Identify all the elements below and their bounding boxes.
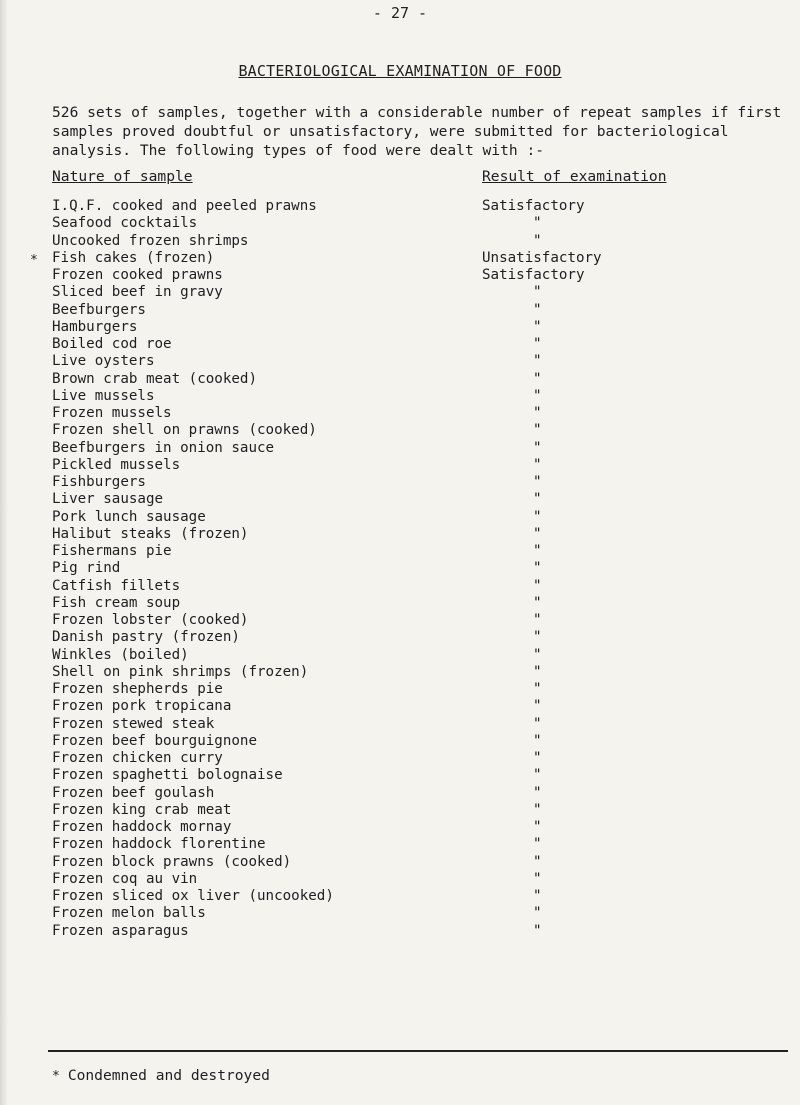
- table-row: [0, 612, 800, 629]
- table-row: [0, 698, 800, 715]
- result-value: ": [533, 560, 542, 577]
- table-row: [0, 767, 800, 784]
- sample-name: Sliced beef in gravy: [52, 284, 223, 301]
- sample-name: Brown crab meat (cooked): [52, 370, 257, 387]
- result-value: ": [533, 525, 542, 542]
- sample-name: Pork lunch sausage: [52, 508, 206, 525]
- sample-name: Frozen melon balls: [52, 905, 206, 922]
- sample-name: Frozen beef bourguignone: [52, 732, 257, 749]
- result-value: ": [533, 767, 542, 784]
- result-value: ": [533, 922, 542, 939]
- table-row: [0, 405, 800, 422]
- result-value: ": [533, 508, 542, 525]
- table-row: [0, 215, 800, 232]
- sample-name: Frozen sliced ox liver (uncooked): [52, 888, 334, 904]
- sample-name: Frozen spaghetti bolognaise: [52, 767, 283, 784]
- result-value: ": [533, 474, 542, 490]
- footnote-asterisk: *: [52, 1069, 60, 1084]
- result-value: ": [533, 405, 542, 421]
- sample-name: Seafood cocktails: [52, 215, 198, 232]
- sample-name: Frozen haddock florentine: [52, 836, 266, 853]
- sample-name: Frozen shepherds pie: [52, 681, 223, 697]
- sample-name: Pig rind: [52, 560, 121, 577]
- sample-name: Frozen beef goulash: [52, 784, 215, 801]
- sample-name: Pickled mussels: [52, 456, 181, 473]
- sample-name: Halibut steaks (frozen): [52, 525, 249, 542]
- result-value: ": [533, 232, 542, 249]
- result-value: ": [533, 646, 542, 663]
- sample-name: Uncooked frozen shrimps: [52, 232, 249, 249]
- table-row: [0, 595, 800, 612]
- result-value: ": [533, 819, 542, 835]
- sample-name: Live oysters: [52, 353, 155, 370]
- result-value: ": [533, 750, 542, 766]
- sample-name: Liver sausage: [52, 491, 164, 508]
- table-row: [0, 198, 800, 215]
- table-row: [0, 578, 800, 595]
- sample-name: Frozen haddock mornay: [52, 819, 232, 835]
- result-value: ": [533, 284, 542, 301]
- table-row: [0, 560, 800, 577]
- result-value: Satisfactory: [482, 267, 585, 283]
- result-value: ": [533, 594, 542, 611]
- sample-name: Live mussels: [52, 387, 155, 404]
- table-row: [0, 750, 800, 767]
- result-value: Satisfactory: [482, 198, 585, 214]
- table-row: [0, 474, 800, 491]
- table-row: [0, 319, 800, 336]
- result-value: ": [533, 663, 542, 680]
- result-value: ": [533, 318, 542, 335]
- sample-name: Frozen shell on prawns (cooked): [52, 422, 317, 439]
- table-row: [0, 785, 800, 802]
- sample-name: Frozen asparagus: [52, 922, 189, 939]
- result-value: ": [533, 836, 542, 853]
- sample-name: Catfish fillets: [52, 577, 181, 594]
- table-row: [0, 664, 800, 681]
- sample-list: [0, 198, 800, 940]
- result-value: ": [533, 353, 542, 370]
- result-value: ": [533, 387, 542, 404]
- sample-name: Beefburgers in onion sauce: [52, 439, 275, 456]
- table-row: [0, 284, 800, 301]
- table-row: [0, 905, 800, 922]
- result-value: ": [533, 336, 542, 352]
- sample-name: I.Q.F. cooked and peeled prawns: [52, 198, 317, 214]
- sample-name: Shell on pink shrimps (frozen): [52, 663, 309, 680]
- table-row: [0, 250, 800, 267]
- table-row: [0, 629, 800, 646]
- table-row: [0, 543, 800, 560]
- sample-name: Fishburgers: [52, 474, 146, 490]
- result-value: ": [533, 784, 542, 801]
- sample-name: Fish cream soup: [52, 594, 181, 611]
- result-value: ": [533, 456, 542, 473]
- result-value: ": [533, 905, 542, 922]
- result-value: ": [533, 715, 542, 732]
- table-row: [0, 371, 800, 388]
- result-value: ": [533, 215, 542, 232]
- sample-name: Fishermans pie: [52, 543, 172, 559]
- table-row: [0, 526, 800, 543]
- table-row: [0, 888, 800, 905]
- result-value: ": [533, 801, 542, 818]
- table-row: [0, 733, 800, 750]
- table-row: [0, 836, 800, 853]
- table-row: [0, 819, 800, 836]
- table-row: [0, 336, 800, 353]
- result-value: ": [533, 301, 542, 318]
- table-row: [0, 491, 800, 508]
- sample-name: Frozen lobster (cooked): [52, 612, 249, 628]
- sample-name: Frozen mussels: [52, 405, 172, 421]
- table-row: [0, 854, 800, 871]
- footnote: [52, 1067, 270, 1084]
- table-row: [0, 388, 800, 405]
- table-row: [0, 871, 800, 888]
- page-number: - 27 -: [372, 4, 428, 22]
- sample-name: Frozen stewed steak: [52, 715, 215, 732]
- column-header-sample: Nature of sample: [52, 168, 193, 185]
- result-value: ": [533, 543, 542, 559]
- sample-name: Winkles (boiled): [52, 646, 189, 663]
- sample-name: Frozen pork tropicana: [52, 698, 232, 715]
- result-value: ": [533, 732, 542, 749]
- table-row: [0, 802, 800, 819]
- result-value: ": [533, 370, 542, 387]
- table-row: [0, 440, 800, 457]
- result-value: ": [533, 577, 542, 594]
- footnote-text: Condemned and destroyed: [67, 1067, 270, 1084]
- result-value: ": [533, 888, 542, 904]
- result-value: ": [533, 681, 542, 697]
- result-value: ": [533, 870, 542, 887]
- table-row: [0, 233, 800, 250]
- table-row: [0, 716, 800, 733]
- condemned-marker: *: [30, 252, 38, 268]
- table-row: [0, 267, 800, 284]
- result-value: ": [533, 853, 542, 870]
- result-value: ": [533, 629, 542, 646]
- sample-name: Frozen cooked prawns: [52, 267, 223, 283]
- result-value: ": [533, 439, 542, 456]
- result-value: ": [533, 422, 542, 439]
- sample-name: Hamburgers: [52, 318, 138, 335]
- sample-name: Boiled cod roe: [52, 336, 172, 352]
- table-row: [0, 457, 800, 474]
- table-row: [0, 647, 800, 664]
- divider: [48, 1050, 788, 1052]
- table-row: [0, 422, 800, 439]
- column-header-result: Result of examination: [482, 168, 667, 185]
- sample-name: Frozen block prawns (cooked): [52, 853, 292, 870]
- sample-name: Frozen coq au vin: [52, 870, 198, 887]
- sample-name: Beefburgers: [52, 301, 146, 318]
- sample-name: Fish cakes (frozen): [52, 249, 215, 266]
- sample-name: Frozen chicken curry: [52, 750, 223, 766]
- table-row: [0, 302, 800, 319]
- table-row: [0, 681, 800, 698]
- table-row: [0, 353, 800, 370]
- table-row: [0, 923, 800, 940]
- result-value: ": [533, 491, 542, 508]
- result-value: Unsatisfactory: [482, 249, 602, 266]
- page-title: BACTERIOLOGICAL EXAMINATION OF FOOD: [238, 62, 562, 80]
- result-value: ": [533, 612, 542, 628]
- sample-name: Frozen king crab meat: [52, 801, 232, 818]
- sample-name: Danish pastry (frozen): [52, 629, 240, 646]
- intro-paragraph: 526 sets of samples, together with a considerable number of repeat samples if first samples proved doubtful or unsatisfactory, were submitted for bacteriological analysis. The following types of food were dealt with :-: [52, 104, 782, 159]
- table-row: [0, 509, 800, 526]
- result-value: ": [533, 698, 542, 715]
